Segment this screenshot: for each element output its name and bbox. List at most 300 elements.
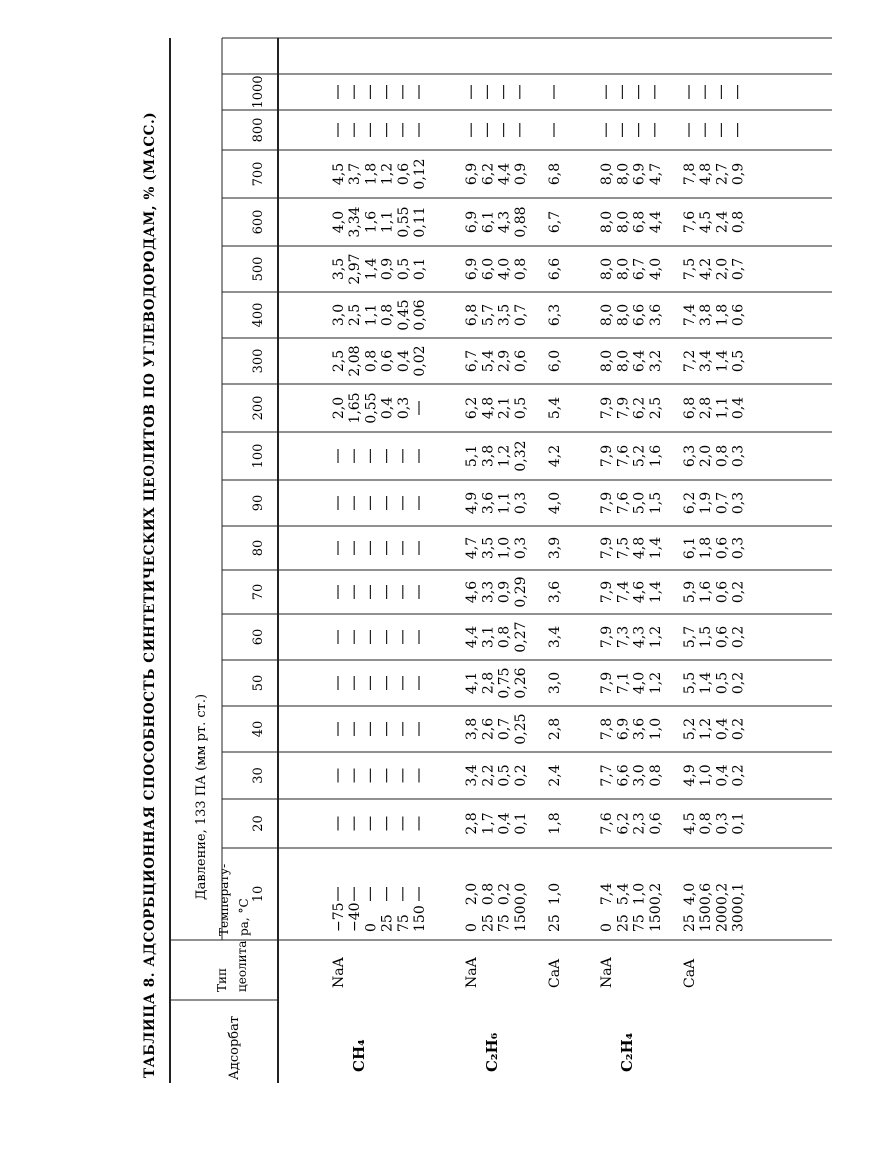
temperature-value: 150	[698, 905, 715, 932]
temperature-value: 150	[647, 905, 664, 932]
adsorption-value: 0,8	[480, 882, 497, 906]
adsorption-value: 0,9	[496, 580, 513, 604]
adsorption-value: 5,2	[682, 717, 698, 741]
adsorption-value: 3,6	[647, 303, 664, 327]
adsorption-value: 1,9	[698, 491, 715, 515]
adsorption-value: 3,8	[464, 717, 481, 741]
adsorption-value: 2,7	[714, 162, 731, 186]
adsorption-value: 5,7	[682, 625, 698, 649]
adsorption-value: 3,0	[631, 764, 648, 787]
adsorption-value: 0,8	[363, 349, 380, 373]
adsorption-value: 6,2	[464, 396, 481, 420]
adsorption-value: 0,2	[730, 580, 747, 604]
adsorption-value: 3,7	[347, 162, 364, 186]
pressure-column-label: 500	[251, 256, 266, 282]
adsorption-value: 2,0	[331, 396, 347, 420]
adsorption-value: 6,0	[547, 349, 563, 373]
adsorption-value: 4,9	[682, 764, 698, 787]
pressure-column-label: 600	[251, 209, 266, 235]
adsorption-value: 2,2	[480, 764, 497, 787]
pressure-column-label: 30	[251, 767, 266, 784]
adsorption-value: 6,7	[547, 210, 563, 234]
adsorption-value: 2,5	[647, 396, 664, 420]
adsorption-value: 0,3	[512, 491, 529, 515]
pressure-column-label: 10	[251, 885, 266, 903]
adsorption-value: 0,4	[395, 349, 412, 373]
adsorption-value: 2,8	[547, 717, 563, 741]
adsorption-value: 4,4	[496, 162, 513, 186]
adsorption-value: 0,6	[395, 162, 412, 186]
adsorption-value: 1,8	[698, 536, 715, 560]
adsorption-value: 4,2	[547, 444, 563, 468]
adsorption-value: 1,0	[647, 717, 664, 741]
adsorption-value: 6,9	[464, 257, 481, 281]
adsorption-value: 1,4	[714, 349, 731, 373]
pressure-header: Давление, 133 ПА (мм рт. ст.)	[194, 693, 209, 900]
adsorption-value: 5,9	[682, 580, 698, 604]
zeolite-type: NaA	[599, 957, 616, 988]
adsorption-value: 8,0	[615, 303, 632, 327]
adsorption-value: 0,3	[730, 444, 747, 468]
temperature-value: 0	[464, 923, 481, 932]
adsorption-value: 0,8	[714, 444, 731, 468]
adsorption-value: 4,0	[631, 671, 648, 695]
adsorption-value: 0,2	[647, 882, 664, 906]
adsorption-value: 4,8	[480, 396, 497, 420]
adsorption-value: 5,4	[547, 396, 563, 420]
adsorption-value: 6,6	[631, 303, 648, 327]
adsorption-value: 0,9	[379, 257, 396, 281]
adsorption-value: 2,0	[464, 882, 481, 906]
adsorption-value: 4,0	[331, 210, 347, 234]
adsorption-value: 7,9	[599, 580, 616, 604]
adsorption-value: 2,8	[698, 396, 715, 420]
adsorption-value: 3,5	[496, 303, 513, 327]
adsorption-value: 4,2	[698, 257, 715, 281]
adsorption-value: 7,8	[682, 162, 698, 186]
temperature-value: 25	[682, 914, 698, 932]
adsorption-value: 2,0	[698, 444, 715, 468]
adsorption-value: 7,4	[682, 303, 698, 327]
adsorption-value: 0,55	[395, 206, 412, 238]
temperature-value: 150	[512, 905, 529, 932]
adsorption-value: 5,4	[615, 882, 632, 906]
temperature-value: −75	[331, 902, 347, 932]
adsorption-value: 7,9	[599, 444, 616, 468]
adsorption-value: 0,7	[496, 717, 513, 741]
adsorption-value: 8,0	[599, 257, 616, 281]
adsorption-value: 3,34	[347, 206, 364, 238]
adsorption-value: 0,4	[730, 396, 747, 420]
temperature-value: 75	[496, 914, 513, 932]
adsorption-value: 5,0	[631, 491, 648, 515]
adsorption-value: 0,6	[512, 349, 529, 373]
adsorption-value: 4,0	[547, 491, 563, 515]
adsorption-value: 4,7	[647, 162, 664, 186]
adsorbate-name: CH₄	[350, 1039, 368, 1072]
adsorption-value: 1,2	[379, 162, 396, 186]
adsorption-value: 2,97	[347, 253, 364, 285]
adsorption-value: 1,6	[698, 580, 715, 604]
adsorption-value: 0,8	[730, 210, 747, 234]
adsorption-value: 6,6	[615, 764, 632, 787]
adsorption-value: 3,4	[698, 349, 715, 373]
pressure-column-label: 300	[251, 348, 266, 374]
adsorption-value: 0,5	[512, 396, 529, 420]
adsorption-value: 0,2	[714, 882, 731, 906]
adsorption-value: 3,3	[480, 580, 497, 604]
pressure-column-label: 80	[251, 539, 266, 557]
adsorption-value: 6,9	[631, 162, 648, 186]
adsorption-value: 7,9	[599, 396, 616, 420]
adsorption-value: 0,9	[730, 162, 747, 186]
pressure-column-label: 100	[251, 443, 266, 469]
adsorption-value: 1,1	[379, 210, 396, 234]
adsorption-value: 4,5	[331, 162, 347, 186]
adsorption-value: 6,2	[682, 491, 698, 515]
pressure-column-label: 40	[251, 720, 266, 738]
adsorption-value: 2,08	[347, 345, 364, 377]
adsorption-value: 1,2	[647, 625, 664, 649]
adsorption-value: 6,3	[547, 303, 563, 327]
adsorption-value: 6,6	[547, 257, 563, 281]
adsorption-value: 1,8	[547, 812, 563, 835]
adsorption-value: 0,2	[496, 882, 513, 906]
zeolite-type: CaA	[682, 958, 698, 988]
adsorption-value: 7,9	[599, 491, 616, 515]
temperature-value: 75	[631, 914, 648, 932]
adsorbate-group	[464, 85, 563, 1072]
adsorption-value: 2,9	[496, 349, 513, 373]
adsorption-value: 0,6	[714, 580, 731, 604]
adsorption-value: 4,4	[647, 210, 664, 234]
adsorption-value: 0,4	[714, 764, 731, 787]
adsorption-value: 7,5	[682, 257, 698, 281]
adsorption-value: 0,88	[512, 206, 529, 238]
adsorption-value: 0,5	[730, 349, 747, 373]
adsorption-value: 3,8	[698, 303, 715, 327]
temperature-header-line1: Температу-	[217, 863, 231, 936]
adsorption-value: 7,2	[682, 349, 698, 373]
adsorption-value: 3,6	[480, 491, 497, 515]
adsorption-value: 1,0	[547, 882, 563, 906]
adsorption-value: 0,9	[512, 162, 529, 186]
adsorption-value: 0,32	[512, 440, 529, 472]
adsorption-value: 7,3	[615, 625, 632, 649]
adsorption-value: 0,12	[412, 158, 428, 190]
adsorption-value: 5,1	[464, 444, 481, 468]
pressure-column-headers	[251, 75, 266, 902]
adsorption-value: 7,6	[682, 210, 698, 234]
adsorption-value: 8,0	[599, 349, 616, 373]
adsorption-value: 2,8	[480, 671, 497, 695]
adsorption-value: 8,0	[599, 303, 616, 327]
adsorption-value: 4,5	[698, 210, 715, 234]
adsorption-value: 0,7	[730, 257, 747, 281]
adsorption-value: 0,6	[714, 536, 731, 560]
temperature-value: 0	[363, 923, 380, 932]
adsorption-value: 0,25	[512, 713, 529, 745]
adsorption-value: 0,3	[714, 812, 731, 835]
adsorption-value: 4,1	[464, 671, 481, 695]
adsorption-value: 5,2	[631, 444, 648, 468]
adsorption-value: 6,1	[480, 210, 497, 234]
adsorption-value: 1,4	[647, 580, 664, 604]
adsorption-value: 0,7	[714, 491, 731, 515]
adsorption-value: 6,8	[464, 303, 481, 327]
adsorption-value: 0,8	[512, 257, 529, 281]
adsorption-value: 2,5	[331, 349, 347, 373]
zeolite-header-line2: цеолита	[235, 940, 249, 992]
adsorption-value: 4,4	[464, 625, 481, 649]
adsorption-value: 0,1	[730, 812, 747, 835]
adsorption-value: 8,0	[599, 162, 616, 186]
adsorption-value: 0,29	[512, 576, 529, 608]
temperature-value: 300	[730, 905, 747, 932]
adsorption-value: 0,8	[647, 764, 664, 787]
adsorption-value: 0,3	[730, 491, 747, 515]
adsorption-value: 3,5	[480, 536, 497, 560]
adsorption-value: 1,8	[363, 162, 380, 186]
adsorption-value: 8,0	[615, 210, 632, 234]
adsorption-value: 0,8	[379, 303, 396, 327]
temperature-value: 0	[599, 923, 616, 932]
adsorption-value: 3,5	[331, 257, 347, 281]
temperature-value: −40	[347, 902, 364, 932]
adsorption-value: 4,0	[496, 257, 513, 281]
adsorption-value: 1,4	[363, 257, 380, 281]
pressure-column-label: 800	[251, 117, 266, 143]
adsorption-value: 6,2	[615, 812, 632, 835]
adsorption-value: 0,06	[412, 299, 428, 331]
adsorption-value: 0,8	[496, 625, 513, 649]
adsorption-value: 0,02	[412, 345, 428, 377]
adsorption-value: 0,6	[714, 625, 731, 649]
zeolite-type: NaA	[464, 957, 481, 988]
adsorption-value: 4,3	[631, 625, 648, 649]
adsorption-value: 7,6	[599, 812, 616, 835]
adsorption-value: 7,9	[615, 396, 632, 420]
adsorption-value: 0,5	[496, 764, 513, 787]
adsorbate-group	[331, 85, 428, 1072]
adsorption-value: 0,75	[496, 667, 513, 699]
adsorption-value: 3,9	[547, 536, 563, 560]
temperature-value: 25	[379, 914, 396, 932]
adsorption-value: 5,5	[682, 671, 698, 695]
adsorption-value: 8,0	[615, 257, 632, 281]
zeolite-type: NaA	[331, 957, 347, 988]
adsorption-value: 2,0	[714, 257, 731, 281]
temperature-value: 200	[714, 905, 731, 932]
adsorption-value: 7,1	[615, 671, 632, 695]
adsorption-value: 1,4	[647, 536, 664, 560]
adsorption-value: 7,5	[615, 536, 632, 560]
adsorption-value: 7,7	[599, 764, 616, 787]
adsorption-value: 4,9	[464, 491, 481, 515]
pressure-column-label: 60	[251, 628, 266, 646]
adsorption-value: 6,4	[631, 349, 648, 373]
adsorption-value: 4,5	[682, 812, 698, 835]
adsorption-value: 4,6	[464, 580, 481, 604]
adsorption-value: 3,0	[331, 303, 347, 327]
adsorption-value: 6,1	[682, 536, 698, 560]
adsorption-value: 1,5	[647, 491, 664, 515]
adsorption-value: 6,2	[631, 396, 648, 420]
table-caption: ТАБЛИЦА 8. АДСОРБЦИОННАЯ СПОСОБНОСТЬ СИНТЕТИЧЕСКИХ ЦЕОЛИТОВ ПО УГЛЕВОДОРОДАМ, % (МАСС.)	[142, 111, 158, 1078]
adsorption-value: 7,4	[599, 882, 616, 906]
adsorption-value: 3,2	[647, 349, 664, 373]
adsorption-value: 0,0	[512, 882, 529, 906]
adsorption-value: 2,5	[347, 303, 364, 327]
adsorption-value: 0,6	[730, 303, 747, 327]
adsorption-value: 0,3	[512, 536, 529, 560]
adsorbate-name: C₂H₆	[483, 1032, 502, 1072]
adsorption-value: 2,4	[714, 210, 731, 234]
adsorption-value: 8,0	[615, 162, 632, 186]
adsorption-value: 1,65	[347, 392, 364, 424]
adsorption-value: 6,7	[464, 349, 481, 373]
adsorption-value: 0,6	[647, 812, 664, 835]
adsorption-value: 3,6	[631, 717, 648, 741]
pressure-column-label: 700	[251, 161, 266, 187]
adsorption-value: 1,0	[631, 882, 648, 906]
adsorption-value: 1,8	[714, 303, 731, 327]
adsorption-value: 0,2	[512, 764, 529, 787]
adsorption-value: 4,3	[496, 210, 513, 234]
adsorption-value: 3,6	[547, 580, 563, 604]
adsorbate-group	[599, 85, 746, 1072]
adsorption-value: 1,6	[647, 444, 664, 468]
adsorption-value: 0,6	[379, 349, 396, 373]
adsorbate-name: C₂H₄	[618, 1032, 637, 1072]
pressure-column-label: 70	[251, 583, 266, 601]
zeolite-header-line1: Тип	[215, 968, 229, 992]
zeolite-type: CaA	[547, 958, 563, 988]
adsorption-value: 0,5	[395, 257, 412, 281]
pressure-column-label: 200	[251, 395, 266, 421]
pressure-column-label: 90	[251, 494, 266, 512]
temperature-header-line2: ра, °С	[237, 898, 251, 936]
adsorption-value: 0,5	[714, 671, 731, 695]
adsorption-value: 5,7	[480, 303, 497, 327]
adsorption-value: 1,2	[698, 717, 715, 741]
adsorption-value: 6,8	[547, 162, 563, 186]
adsorption-value: 2,8	[464, 812, 481, 835]
adsorption-value: 0,4	[379, 396, 396, 420]
adsorption-value: 1,0	[496, 536, 513, 560]
adsorption-value: 4,8	[631, 536, 648, 560]
adsorption-value: 7,9	[599, 536, 616, 560]
adsorption-value: 0,3	[395, 396, 412, 420]
adsorption-value: 3,4	[547, 625, 563, 649]
temperature-value: 25	[547, 914, 563, 932]
adsorption-value: 0,27	[512, 621, 529, 653]
adsorption-value: 2,1	[496, 396, 513, 420]
pressure-column-label: 1000	[251, 75, 266, 109]
temperature-value: 75	[395, 914, 412, 932]
adsorption-value: 1,1	[363, 303, 380, 327]
adsorption-value: 8,0	[599, 210, 616, 234]
adsorption-value: 4,6	[631, 580, 648, 604]
adsorption-value: 6,9	[464, 162, 481, 186]
adsorption-value: 2,4	[547, 764, 563, 787]
adsorption-value: 3,1	[480, 625, 497, 649]
adsorption-value: 7,6	[615, 491, 632, 515]
adsorption-value: 0,55	[363, 392, 380, 424]
adsorption-value: 0,3	[730, 536, 747, 560]
adsorption-value: 0,2	[730, 625, 747, 649]
adsorption-value: 0,2	[730, 764, 747, 787]
pressure-column-label: 20	[251, 815, 266, 832]
pressure-column-label: 50	[251, 674, 266, 692]
adsorption-value: 0,4	[714, 717, 731, 741]
pressure-column-label: 400	[251, 302, 266, 328]
adsorption-value: 2,6	[480, 717, 497, 741]
adsorption-value: 4,8	[698, 162, 715, 186]
adsorption-value: 3,8	[480, 444, 497, 468]
adsorption-value: 5,4	[480, 349, 497, 373]
adsorption-value: 6,2	[480, 162, 497, 186]
adsorption-value: 0,2	[730, 671, 747, 695]
adsorption-value: 7,8	[599, 717, 616, 741]
adsorption-value: 0,26	[512, 667, 529, 699]
adsorption-value: 7,4	[615, 580, 632, 604]
adsorption-value: 6,9	[464, 210, 481, 234]
adsorption-value: 1,6	[363, 210, 380, 234]
adsorption-value: 7,9	[599, 625, 616, 649]
adsorption-value: 0,7	[512, 303, 529, 327]
adsorption-value: 4,0	[647, 257, 664, 281]
adsorption-value: 0,1	[512, 812, 529, 835]
adsorption-value: 0,1	[730, 882, 747, 906]
adsorption-value: 6,8	[631, 210, 648, 234]
temperature-value: 25	[480, 914, 497, 932]
adsorption-value: 0,11	[412, 206, 428, 238]
adsorption-value: 4,7	[464, 536, 481, 560]
adsorption-value: 1,0	[698, 764, 715, 787]
adsorption-value: 3,4	[464, 764, 481, 787]
adsorption-value: 6,7	[631, 257, 648, 281]
adsorption-value: 7,9	[599, 671, 616, 695]
adsorption-value: 1,7	[480, 812, 497, 835]
temperature-value: 25	[615, 914, 632, 932]
adsorption-value: 0,1	[412, 257, 428, 281]
adsorption-value: 1,2	[496, 444, 513, 468]
adsorption-value: 1,2	[647, 671, 664, 695]
adsorption-value: 6,0	[480, 257, 497, 281]
adsorption-value: 0,6	[698, 882, 715, 906]
adsorption-value: 1,1	[714, 396, 731, 420]
adsorption-value: 6,8	[682, 396, 698, 420]
temperature-value: 150	[412, 905, 428, 932]
adsorption-value: 7,6	[615, 444, 632, 468]
adsorption-value: 0,45	[395, 299, 412, 331]
adsorption-value: 6,3	[682, 444, 698, 468]
adsorption-value: 8,0	[615, 349, 632, 373]
adsorption-value: 0,4	[496, 812, 513, 835]
adsorbate-header: Адсорбат	[227, 1015, 242, 1080]
table-body	[331, 85, 747, 1072]
adsorption-value: 0,8	[698, 812, 715, 835]
adsorption-value: 1,1	[496, 491, 513, 515]
adsorption-value: 6,9	[615, 717, 632, 741]
adsorption-value: 2,3	[631, 812, 648, 835]
adsorption-value: 0,2	[730, 717, 747, 741]
adsorption-value: 1,5	[698, 625, 715, 649]
adsorption-value: 3,0	[547, 671, 563, 695]
adsorption-value: 1,4	[698, 671, 715, 695]
adsorption-value: 4,0	[682, 882, 698, 906]
